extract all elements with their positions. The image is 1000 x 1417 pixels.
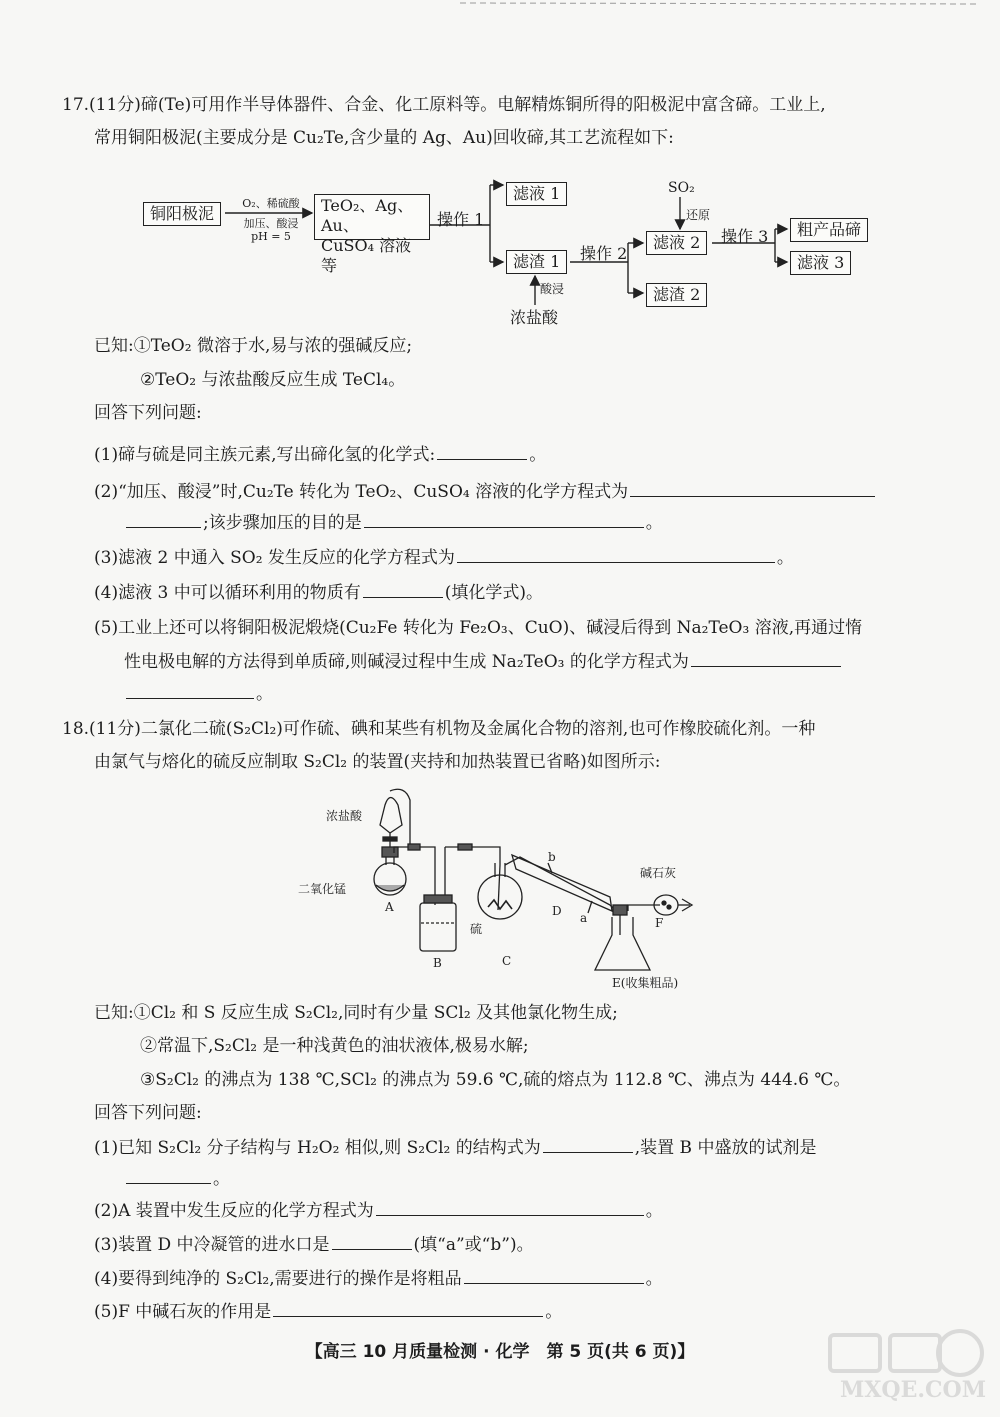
q17-part2-line2 — [124, 511, 663, 534]
flow-cond-top: O₂、稀硫酸 — [242, 197, 300, 210]
flow-box-leach-line2: CuSO₄ 溶液等 — [321, 236, 412, 275]
apparatus-label-B: B — [433, 956, 442, 970]
apparatus-label-E: E(收集粗品) — [612, 976, 679, 990]
apparatus-label-sulfur: 硫 — [470, 922, 483, 936]
q18-part3 — [94, 1233, 534, 1256]
flow-op2: 操作 2 — [580, 244, 628, 263]
q18-part5-blank[interactable] — [273, 1300, 543, 1317]
q18-part1-blank-reagent[interactable] — [126, 1167, 211, 1184]
q17-part5-end: 。 — [256, 684, 273, 704]
q18-part1-line2 — [124, 1167, 230, 1190]
q17-part4-blank[interactable] — [363, 581, 443, 598]
flow-box-leach-products — [314, 194, 430, 275]
flow-start-box: 铜阳极泥 — [143, 202, 221, 226]
flow-residue1: 滤渣 1 — [506, 250, 567, 274]
q17-part4-text: (4)滤液 3 中可以循环利用的物质有 — [94, 583, 361, 603]
q18-apparatus-diagram — [290, 785, 710, 995]
q18-known-3: ③S₂Cl₂ 的沸点为 138 ℃,SCl₂ 的沸点为 59.6 ℃,硫的熔点为 112.8 ℃、沸点为 444.6 ℃。 — [140, 1070, 851, 1090]
q18-part2-text: (2)A 装置中发生反应的化学方程式为 — [94, 1201, 374, 1221]
q17-part1-end: 。 — [529, 445, 547, 465]
flow-filtrate2: 滤液 2 — [646, 231, 707, 255]
q18-part1-text: (1)已知 S₂Cl₂ 分子结构与 H₂O₂ 相似,则 S₂Cl₂ 的结构式为 — [94, 1138, 541, 1158]
q17-part2-line1 — [94, 480, 877, 503]
apparatus-label-D: D — [552, 904, 562, 918]
q17-part2-blank-equation[interactable] — [630, 480, 875, 497]
apparatus-label-C: C — [502, 954, 512, 968]
q17-part4-end: (填化学式)。 — [444, 583, 543, 603]
flow-cond-bottom-2: pH = 5 — [251, 230, 291, 243]
q17-part1-text: (1)碲与硫是同主族元素,写出碲化氢的化学式: — [94, 445, 436, 465]
q18-part2 — [94, 1199, 663, 1222]
flow-filtrate1: 滤液 1 — [506, 182, 567, 206]
q17-part5-line2 — [124, 650, 843, 673]
q17-part5-blank-cont[interactable] — [126, 682, 254, 699]
q17-intro-line2: 常用铜阳极泥(主要成分是 Cu₂Te,含少量的 Ag、Au)回收碲,其工艺流程如下: — [94, 128, 674, 148]
q18-part5 — [94, 1300, 562, 1323]
q17-part5-line3 — [124, 682, 273, 705]
q17-part3-end: 。 — [776, 548, 794, 568]
q18-part4-text: (4)要得到纯净的 S₂Cl₂,需要进行的操作是将粗品 — [94, 1269, 462, 1289]
flow-conc-hcl: 浓盐酸 — [510, 308, 559, 327]
q18-part3-end: (填“a”或“b”)。 — [413, 1235, 534, 1255]
q17-part3 — [94, 546, 794, 569]
q18-intro-line1: 18.(11分)二氯化二硫(S₂Cl₂)可作硫、碘和某些有机物及金属化合物的溶剂,也可作橡胶硫化剂。一种 — [62, 719, 816, 739]
apparatus-label-a: a — [580, 911, 588, 925]
q17-part3-text: (3)滤液 2 中通入 SO₂ 发生反应的化学方程式为 — [94, 548, 455, 568]
q17-part1-blank[interactable] — [437, 443, 527, 460]
q18-part2-end: 。 — [645, 1201, 663, 1221]
q17-part3-blank[interactable] — [457, 546, 775, 563]
q17-part2-purpose-text: ;该步骤加压的目的是 — [203, 513, 362, 533]
q17-answer-prompt: 回答下列问题: — [94, 403, 202, 423]
q17-part5-text: 性电极电解的方法得到单质碲,则碱浸过程中生成 Na₂TeO₃ 的化学方程式为 — [124, 652, 689, 672]
q17-part1 — [94, 443, 546, 466]
q18-part4 — [94, 1267, 663, 1290]
apparatus-label-soda-lime: 碱石灰 — [640, 866, 677, 880]
flow-crude-tellurium: 粗产品碲 — [790, 218, 868, 242]
q17-part2-blank-equation-cont[interactable] — [126, 511, 201, 528]
q17-part5-line1: (5)工业上还可以将铜阳极泥煅烧(Cu₂Fe 转化为 Fe₂O₃、CuO)、碱浸后得到 Na₂TeO₃ 溶液,再通过惰 — [94, 618, 863, 638]
apparatus-label-mno2: 二氧化锰 — [298, 882, 347, 896]
flow-box-leach-line1: TeO₂、Ag、Au、 — [321, 196, 414, 235]
q17-part2-text: (2)“加压、酸浸”时,Cu₂Te 转化为 TeO₂、CuSO₄ 溶液的化学方程式为 — [94, 482, 629, 502]
q18-known-2: ②常温下,S₂Cl₂ 是一种浅黄色的油状液体,极易水解; — [140, 1036, 529, 1056]
q17-part4 — [94, 581, 543, 604]
q18-part3-text: (3)装置 D 中冷凝管的进水口是 — [94, 1235, 330, 1255]
flow-acid-leach: 酸浸 — [540, 282, 565, 296]
svg-text:MXQE.COM: MXQE.COM — [840, 1377, 987, 1403]
apparatus-label-F: F — [655, 916, 664, 930]
q17-intro-line1: 17.(11分)碲(Te)可用作半导体器件、合金、化工原料等。电解精炼铜所得的阳极泥中富含碲。工业上, — [62, 95, 826, 115]
q18-part5-end: 。 — [545, 1302, 563, 1322]
q18-part1-end: 。 — [213, 1169, 230, 1189]
flow-so2: SO₂ — [668, 180, 695, 196]
q18-known-1: 已知:①Cl₂ 和 S 反应生成 S₂Cl₂,同时有少量 SCl₂ 及其他氯化物生成; — [94, 1003, 618, 1023]
watermark-logo — [820, 1325, 990, 1405]
q17-known-1: 已知:①TeO₂ 微溶于水,易与浓的强碱反应; — [94, 336, 413, 356]
flow-op1: 操作 1 — [437, 210, 485, 229]
flow-filtrate3: 滤液 3 — [790, 251, 851, 275]
q18-part3-blank[interactable] — [332, 1233, 412, 1250]
q18-intro-line2: 由氯气与熔化的硫反应制取 S₂Cl₂ 的装置(夹持和加热装置已省略)如图所示: — [94, 752, 661, 772]
apparatus-label-conc-hcl: 浓盐酸 — [326, 809, 363, 823]
page-footer: 【高三 10 月质量检测 · 化学 第 5 页(共 6 页)】 — [305, 1342, 695, 1362]
q18-part4-blank[interactable] — [464, 1267, 644, 1284]
q18-part1-line1 — [94, 1136, 816, 1159]
q18-part2-blank[interactable] — [376, 1199, 644, 1216]
q18-answer-prompt: 回答下列问题: — [94, 1103, 202, 1123]
q17-part2-end: 。 — [645, 513, 663, 533]
q18-part1-reagent-text: ,装置 B 中盛放的试剂是 — [634, 1138, 817, 1158]
q18-part1-blank-structure[interactable] — [543, 1136, 633, 1153]
apparatus-label-b: b — [548, 850, 556, 864]
q17-known-2: ②TeO₂ 与浓盐酸反应生成 TeCl₄。 — [140, 370, 406, 390]
q18-part5-text: (5)F 中碱石灰的作用是 — [94, 1302, 272, 1322]
q18-part4-end: 。 — [645, 1269, 663, 1289]
flowchart-arrows — [0, 0, 1000, 330]
flow-cond-bottom-1: 加压、酸浸 — [243, 217, 299, 230]
q17-part2-blank-purpose[interactable] — [364, 511, 644, 528]
q17-part5-blank[interactable] — [691, 650, 841, 667]
flow-op3: 操作 3 — [721, 227, 769, 246]
flow-reduce: 还原 — [686, 208, 711, 222]
apparatus-label-A: A — [385, 900, 394, 914]
flow-residue2: 滤渣 2 — [646, 283, 707, 307]
